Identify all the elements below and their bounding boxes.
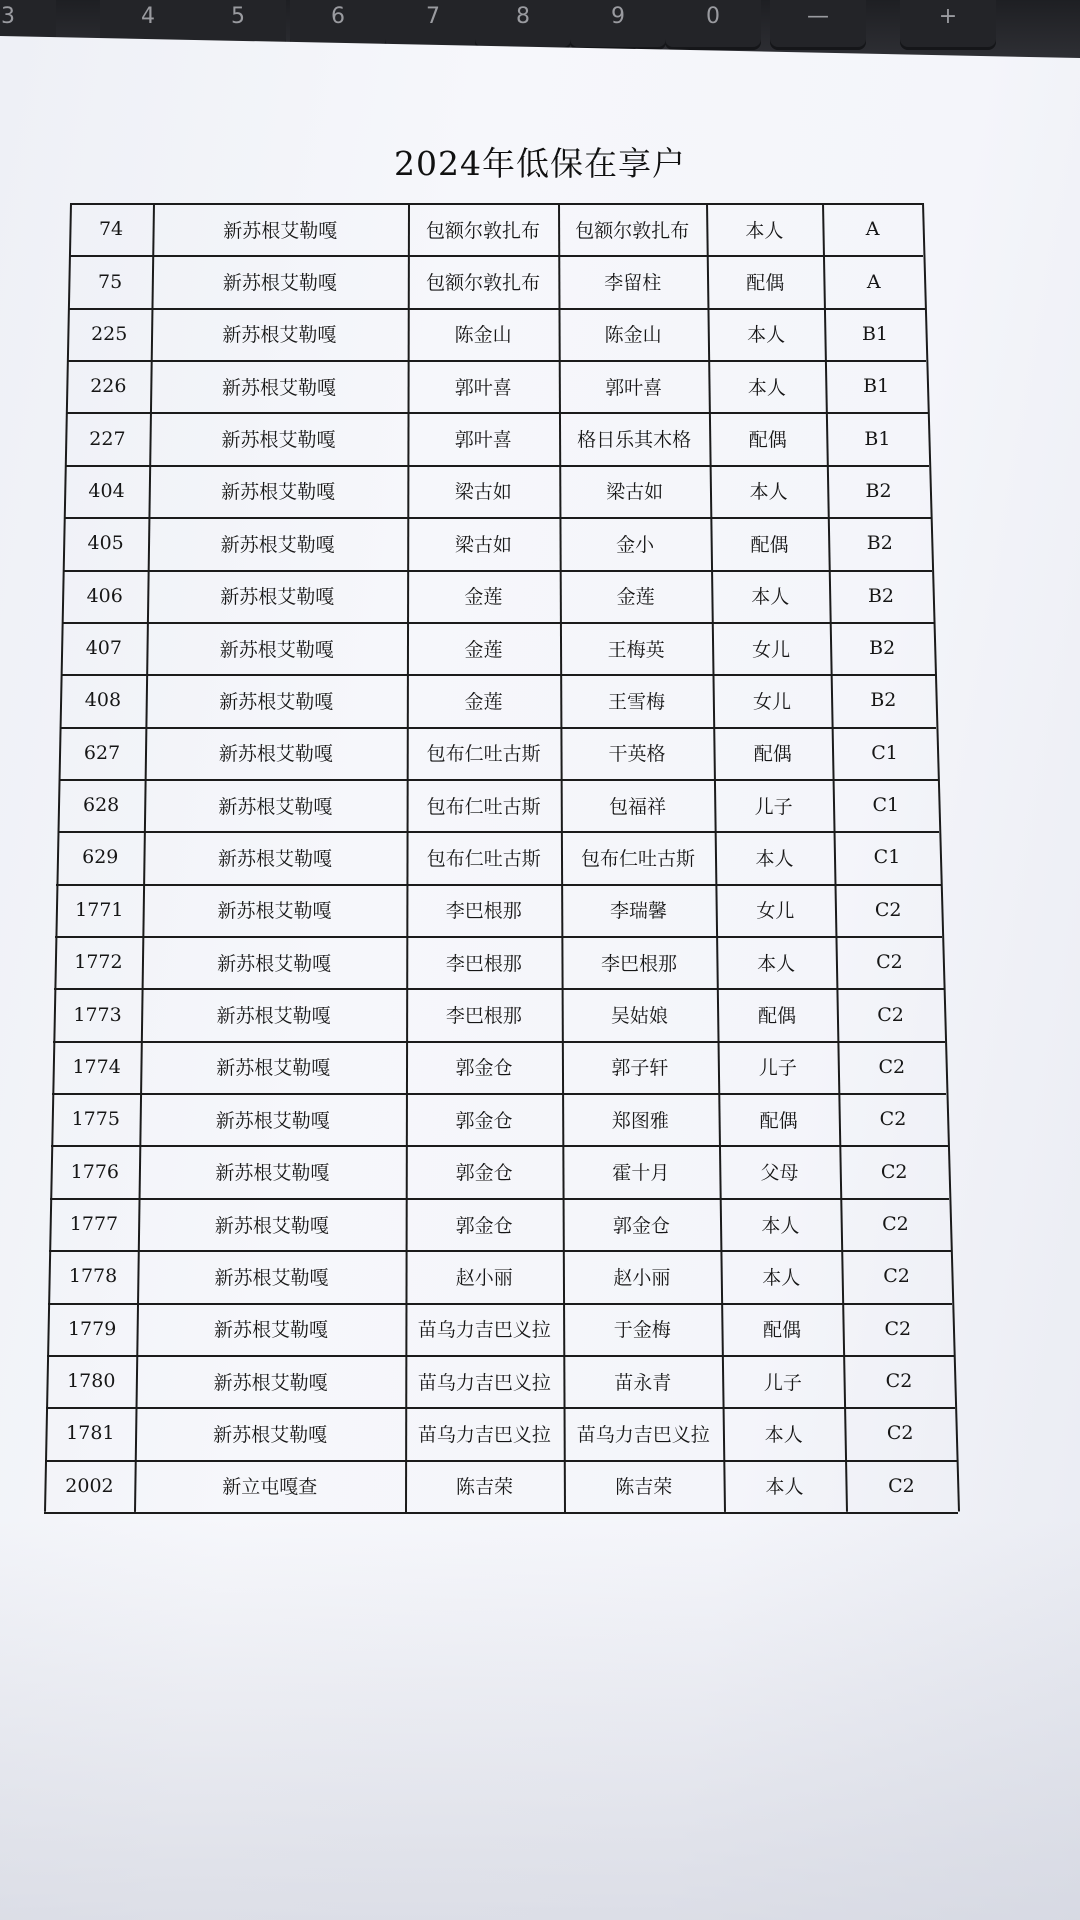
table-cell-village-name: 新苏根艾勒嘎 bbox=[214, 1319, 329, 1342]
table-cell-relation: 儿子 bbox=[754, 795, 793, 818]
table-cell-category: C2 bbox=[885, 1370, 913, 1393]
table-cell-category: C2 bbox=[876, 951, 903, 974]
table-cell-household-head: 苗乌力吉巴义拉 bbox=[417, 1423, 551, 1446]
table-cell-row-number: 1771 bbox=[75, 898, 124, 921]
table-cell-household-head: 苗乌力吉巴义拉 bbox=[417, 1371, 551, 1394]
table-cell-household-head: 赵小丽 bbox=[455, 1266, 513, 1289]
table-cell-row-number: 1780 bbox=[67, 1370, 116, 1393]
table-cell-household-head: 包布仁吐古斯 bbox=[426, 795, 541, 818]
table-cell-row-number: 75 bbox=[98, 270, 123, 293]
table-cell-row-number: 1781 bbox=[66, 1422, 115, 1445]
table-cell-member-name: 包布仁吐古斯 bbox=[580, 847, 695, 870]
table-cell-row-number: 1778 bbox=[68, 1265, 118, 1288]
table-cell-household-head: 陈金山 bbox=[454, 324, 512, 347]
table-cell-household-head: 苗乌力吉巴义拉 bbox=[417, 1319, 551, 1342]
table-cell-household-head: 李巴根那 bbox=[445, 952, 522, 975]
table-cell-relation: 本人 bbox=[762, 1266, 801, 1289]
table-cell-relation: 父母 bbox=[760, 1162, 799, 1185]
table-cell-category: C1 bbox=[871, 741, 898, 764]
table-cell-relation: 配偶 bbox=[753, 743, 792, 766]
table-cell-village-name: 新立屯嘎查 bbox=[222, 1476, 318, 1499]
table-cell-member-name: 苗永青 bbox=[614, 1371, 672, 1394]
table-cell-category: B1 bbox=[863, 375, 890, 398]
keyboard-key: + bbox=[900, 0, 996, 50]
table-cell-member-name: 吴姑娘 bbox=[610, 1005, 668, 1028]
table-cell-household-head: 李巴根那 bbox=[445, 900, 522, 923]
table-cell-row-number: 1772 bbox=[74, 951, 123, 974]
table-cell-household-head: 郭叶喜 bbox=[454, 376, 512, 399]
table-row-line bbox=[44, 1512, 958, 1514]
table-cell-member-name: 郭子轩 bbox=[611, 1057, 669, 1080]
table-cell-row-number: 408 bbox=[84, 689, 122, 712]
table-cell-household-head: 金莲 bbox=[464, 690, 503, 713]
table-cell-relation: 配偶 bbox=[763, 1319, 802, 1342]
table-cell-category: A bbox=[866, 270, 881, 293]
keyboard-key: 5 bbox=[190, 0, 286, 50]
keyboard-key: 3 bbox=[0, 0, 56, 50]
table-cell-relation: 本人 bbox=[747, 376, 786, 399]
table-cell-category: C1 bbox=[872, 794, 900, 817]
table-cell-relation: 儿子 bbox=[758, 1057, 797, 1080]
table-cell-relation: 本人 bbox=[747, 324, 786, 347]
table-cell-member-name: 格日乐其木格 bbox=[577, 429, 692, 452]
table-cell-household-head: 郭金仓 bbox=[455, 1214, 513, 1237]
table-cell-member-name: 李巴根那 bbox=[600, 952, 677, 975]
table-cell-village-name: 新苏根艾勒嘎 bbox=[219, 638, 334, 661]
table-cell-village-name: 新苏根艾勒嘎 bbox=[214, 1214, 329, 1237]
table-cell-row-number: 74 bbox=[98, 218, 124, 241]
document-title: 2024年低保在享户 bbox=[394, 144, 686, 183]
table-cell-category: A bbox=[865, 218, 880, 241]
table-cell-household-head: 包布仁吐古斯 bbox=[426, 847, 541, 870]
table-cell-village-name: 新苏根艾勒嘎 bbox=[215, 1109, 330, 1132]
table-cell-category: B2 bbox=[869, 637, 896, 660]
table-cell-row-number: 226 bbox=[90, 375, 127, 398]
table-cell-relation: 本人 bbox=[764, 1423, 803, 1446]
table-cell-relation: 本人 bbox=[745, 219, 784, 242]
table-cell-village-name: 新苏根艾勒嘎 bbox=[220, 586, 335, 609]
table-cell-household-head: 郭金仓 bbox=[455, 1162, 513, 1185]
table-cell-row-number: 1775 bbox=[71, 1108, 120, 1131]
table-cell-household-head: 陈吉荣 bbox=[455, 1476, 513, 1499]
table-cell-row-number: 1776 bbox=[70, 1160, 120, 1183]
table-cell-household-head: 梁古如 bbox=[454, 533, 512, 556]
table-cell-member-name: 李留柱 bbox=[604, 272, 662, 295]
table-cell-village-name: 新苏根艾勒嘎 bbox=[220, 533, 335, 556]
table-cell-household-head: 包额尔敦扎布 bbox=[426, 219, 541, 242]
table-cell-row-number: 628 bbox=[83, 794, 120, 817]
table-cell-member-name: 郭金仓 bbox=[612, 1214, 670, 1237]
table-cell-household-head: 金莲 bbox=[464, 638, 503, 661]
table-cell-relation: 儿子 bbox=[763, 1371, 802, 1394]
table-cell-category: B2 bbox=[870, 689, 897, 712]
table-cell-member-name: 梁古如 bbox=[606, 481, 664, 504]
table-cell-row-number: 227 bbox=[89, 427, 126, 450]
table-cell-relation: 本人 bbox=[761, 1214, 800, 1237]
table-cell-row-number: 404 bbox=[88, 479, 125, 502]
table-cell-member-name: 陈金山 bbox=[604, 324, 662, 347]
table-cell-category: B1 bbox=[864, 427, 891, 450]
table-cell-member-name: 郭叶喜 bbox=[605, 376, 663, 399]
table-cell-row-number: 1774 bbox=[72, 1055, 121, 1078]
table-cell-village-name: 新苏根艾勒嘎 bbox=[222, 272, 337, 295]
table-cell-member-name: 李瑞馨 bbox=[609, 900, 667, 923]
table-cell-village-name: 新苏根艾勒嘎 bbox=[213, 1423, 328, 1446]
table-cell-relation: 本人 bbox=[765, 1476, 804, 1499]
table-cell-category: C2 bbox=[886, 1422, 914, 1445]
table-cell-relation: 本人 bbox=[749, 481, 788, 504]
table-cell-household-head: 金莲 bbox=[464, 586, 503, 609]
table-cell-category: C2 bbox=[884, 1317, 912, 1340]
table-cell-category: C2 bbox=[882, 1213, 909, 1235]
table-cell-row-number: 405 bbox=[87, 532, 124, 555]
table-cell-member-name: 金莲 bbox=[616, 586, 655, 609]
table-cell-household-head: 包布仁吐古斯 bbox=[426, 743, 541, 766]
table-cell-village-name: 新苏根艾勒嘎 bbox=[223, 219, 338, 242]
table-cell-relation: 配偶 bbox=[750, 533, 789, 556]
table-cell-village-name: 新苏根艾勒嘎 bbox=[215, 1162, 330, 1185]
table-cell-household-head: 郭叶喜 bbox=[454, 429, 512, 452]
table-cell-row-number: 1777 bbox=[69, 1213, 119, 1235]
table-cell-category: B2 bbox=[865, 479, 892, 502]
table-cell-member-name: 苗乌力吉巴义拉 bbox=[576, 1423, 710, 1446]
table-cell-category: B2 bbox=[867, 584, 895, 607]
table-cell-member-name: 包福祥 bbox=[609, 795, 667, 818]
table-cell-village-name: 新苏根艾勒嘎 bbox=[217, 900, 332, 923]
keyboard-key: 7 bbox=[385, 0, 481, 50]
keyboard-key: 0 bbox=[665, 0, 761, 50]
table-cell-village-name: 新苏根艾勒嘎 bbox=[219, 690, 334, 713]
table-cell-category: C2 bbox=[879, 1108, 907, 1131]
table-cell-member-name: 王雪梅 bbox=[608, 690, 666, 713]
table-cell-household-head: 包额尔敦扎布 bbox=[426, 272, 541, 295]
table-cell-relation: 女儿 bbox=[752, 690, 791, 713]
table-cell-member-name: 陈吉荣 bbox=[615, 1476, 673, 1499]
keyboard-key: 8 bbox=[475, 0, 571, 50]
table-cell-row-number: 406 bbox=[86, 584, 123, 607]
table-cell-village-name: 新苏根艾勒嘎 bbox=[218, 795, 333, 818]
table-cell-row-number: 2002 bbox=[65, 1474, 114, 1497]
table-cell-village-name: 新苏根艾勒嘎 bbox=[216, 1005, 331, 1028]
table-cell-relation: 本人 bbox=[755, 847, 794, 870]
table-cell-village-name: 新苏根艾勒嘎 bbox=[214, 1266, 329, 1289]
keyboard-key: 4 bbox=[100, 0, 196, 50]
table-cell-village-name: 新苏根艾勒嘎 bbox=[221, 481, 336, 504]
table-cell-category: C2 bbox=[883, 1265, 910, 1288]
table-cell-member-name: 于金梅 bbox=[613, 1319, 671, 1342]
table-cell-row-number: 1779 bbox=[67, 1317, 117, 1340]
table-cell-row-number: 1773 bbox=[73, 1003, 122, 1026]
table-cell-relation: 配偶 bbox=[759, 1109, 798, 1132]
table-cell-relation: 配偶 bbox=[748, 429, 787, 452]
table-cell-household-head: 梁古如 bbox=[454, 481, 512, 504]
table-cell-row-number: 629 bbox=[82, 846, 119, 869]
table-cell-village-name: 新苏根艾勒嘎 bbox=[222, 324, 337, 347]
table-cell-category: C2 bbox=[880, 1160, 908, 1183]
table-cell-relation: 配偶 bbox=[746, 272, 785, 295]
table-cell-row-number: 225 bbox=[91, 322, 128, 345]
table-cell-village-name: 新苏根艾勒嘎 bbox=[221, 429, 336, 452]
table-cell-category: C2 bbox=[878, 1055, 906, 1078]
table-cell-category: C2 bbox=[888, 1474, 915, 1497]
table-cell-relation: 女儿 bbox=[756, 900, 795, 923]
keyboard-key: 9 bbox=[570, 0, 666, 50]
table-cell-village-name: 新苏根艾勒嘎 bbox=[221, 376, 336, 399]
table-cell-village-name: 新苏根艾勒嘎 bbox=[217, 952, 332, 975]
table-cell-category: B2 bbox=[866, 532, 893, 555]
table-cell-relation: 本人 bbox=[751, 586, 790, 609]
table-cell-household-head: 郭金仓 bbox=[455, 1109, 513, 1132]
table-cell-member-name: 干英格 bbox=[608, 743, 666, 766]
table-cell-category: B1 bbox=[861, 322, 889, 345]
table-cell-village-name: 新苏根艾勒嘎 bbox=[218, 743, 333, 766]
table-cell-village-name: 新苏根艾勒嘎 bbox=[217, 847, 332, 870]
table-cell-member-name: 赵小丽 bbox=[613, 1266, 671, 1289]
table-cell-member-name: 金小 bbox=[616, 533, 655, 556]
table-cell-category: C2 bbox=[874, 898, 902, 921]
table-cell-row-number: 407 bbox=[85, 637, 122, 660]
table-cell-village-name: 新苏根艾勒嘎 bbox=[216, 1057, 331, 1080]
table-cell-relation: 女儿 bbox=[752, 638, 791, 661]
table-cell-relation: 本人 bbox=[757, 952, 796, 975]
table-cell-category: C1 bbox=[873, 846, 901, 869]
table-cell-member-name: 包额尔敦扎布 bbox=[575, 219, 690, 242]
table-cell-row-number: 627 bbox=[83, 741, 121, 764]
table-cell-relation: 配偶 bbox=[758, 1005, 797, 1028]
table-cell-household-head: 李巴根那 bbox=[445, 1005, 522, 1028]
table-cell-member-name: 郑图雅 bbox=[611, 1109, 669, 1132]
table-cell-category: C2 bbox=[877, 1003, 904, 1026]
keyboard-key: 6 bbox=[290, 0, 386, 50]
table-cell-member-name: 霍十月 bbox=[612, 1162, 670, 1185]
table-cell-village-name: 新苏根艾勒嘎 bbox=[213, 1371, 328, 1394]
table-cell-household-head: 郭金仓 bbox=[455, 1057, 513, 1080]
keyboard-key: — bbox=[770, 0, 866, 50]
table-cell-member-name: 王梅英 bbox=[607, 638, 665, 661]
